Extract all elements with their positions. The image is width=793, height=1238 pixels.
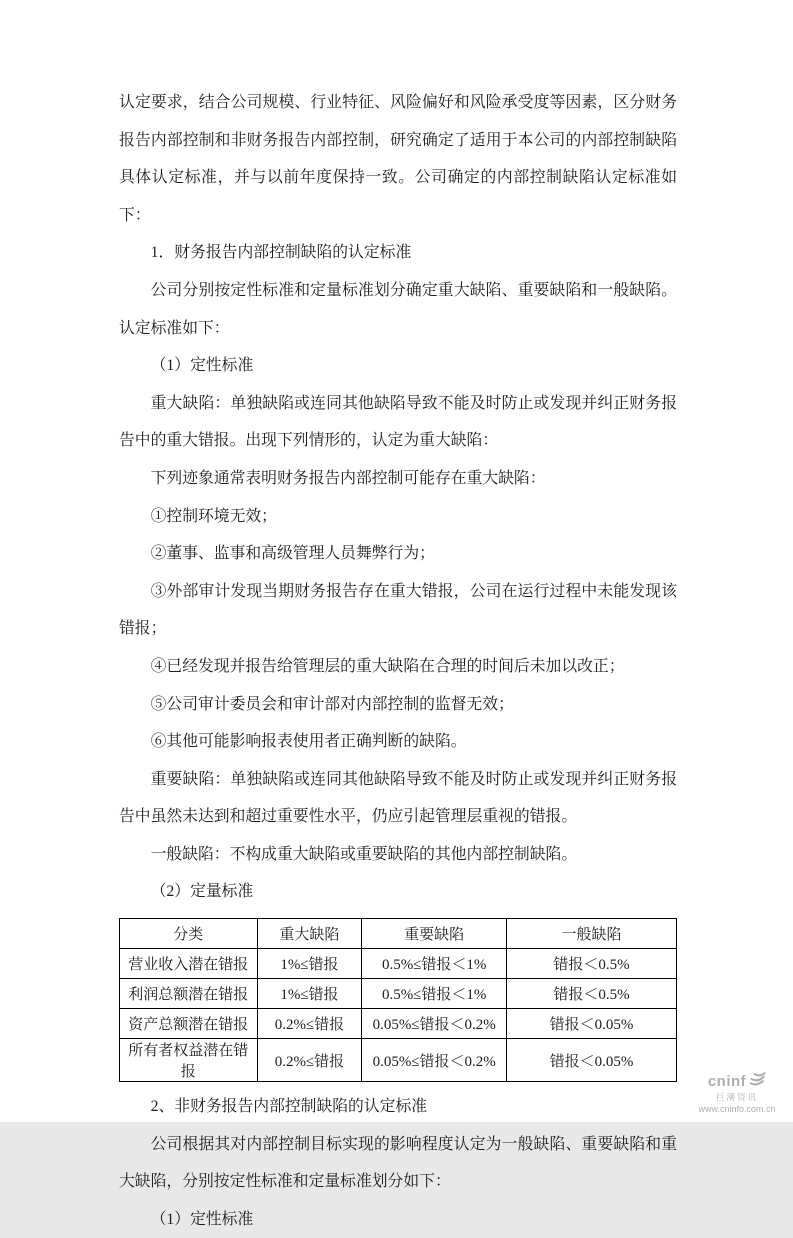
table-row xyxy=(120,1039,677,1082)
heading-qualitative-standard-2: （1）定性标准 xyxy=(150,1210,254,1228)
cell-equity-general: 错报＜0.05% xyxy=(507,1039,677,1082)
list-item-2: ②董事、监事和高级管理人员舞弊行为； xyxy=(150,545,435,563)
heading-quantitative-standard: （2）定量标准 xyxy=(150,883,254,901)
para-major-defect-signs-intro: 下列迹象通常表明财务报告内部控制可能存在重大缺陷： xyxy=(150,469,546,487)
cninfo-brand-line xyxy=(689,1071,785,1092)
quantitative-standards-table xyxy=(119,918,677,1082)
list-item-5: ⑤公司审计委员会和审计部对内部控制的监督无效； xyxy=(150,695,514,713)
cell-profit-general: 错报＜0.5% xyxy=(507,979,677,1009)
cell-revenue-general: 错报＜0.5% xyxy=(507,949,677,979)
para-continuation: 认定要求，结合公司规模、行业特征、风险偏好和风险承受度等因素，区分财务报告内部控制和非财务报告内部控制，研究确定了适用于本公司的内部控制缺陷具体认定标准，并与以前年度保持一致。公司确定的内部控制缺陷认定标准如下： xyxy=(119,94,677,224)
heading-qualitative-standard-1: （1）定性标准 xyxy=(150,357,254,375)
cninfo-brand-text: cninf xyxy=(707,1072,747,1090)
cell-assets-label: 资产总额潜在错报 xyxy=(120,1009,258,1039)
table-row xyxy=(120,949,677,979)
table-row xyxy=(120,1009,677,1039)
cell-assets-important: 0.05%≤错报＜0.2% xyxy=(362,1009,507,1039)
table-row xyxy=(120,979,677,1009)
cell-revenue-important: 0.5%≤错报＜1% xyxy=(362,949,507,979)
cell-profit-label: 利润总额潜在错报 xyxy=(120,979,258,1009)
cninfo-chinese-name: 巨潮资讯 xyxy=(715,1091,758,1102)
list-item-4: ④已经发现并报告给管理层的重大缺陷在合理的时间后未加以改正； xyxy=(150,657,625,675)
cell-profit-important: 0.5%≤错报＜1% xyxy=(362,979,507,1009)
cninfo-url: www.cninfo.com.cn xyxy=(698,1103,776,1114)
cell-equity-important: 0.05%≤错报＜0.2% xyxy=(362,1039,507,1082)
cninfo-swirl-icon xyxy=(748,1071,766,1092)
col-header-category: 分类 xyxy=(120,919,258,949)
para-non-financial-classification: 公司根据其对内部控制目标实现的影响程度认定为一般缺陷、重要缺陷和重大缺陷，分别按定性标准和定量标准划分如下： xyxy=(119,1135,677,1191)
cell-revenue-label: 营业收入潜在错报 xyxy=(120,949,258,979)
cell-profit-major: 1%≤错报 xyxy=(257,979,362,1009)
col-header-important-defect: 重要缺陷 xyxy=(362,919,507,949)
document-body xyxy=(119,84,677,1238)
cell-assets-major: 0.2%≤错报 xyxy=(257,1009,362,1039)
cell-assets-general: 错报＜0.05% xyxy=(507,1009,677,1039)
col-header-major-defect: 重大缺陷 xyxy=(257,919,362,949)
cninfo-watermark xyxy=(689,1071,785,1115)
col-header-general-defect: 一般缺陷 xyxy=(507,919,677,949)
para-defect-classification: 公司分别按定性标准和定量标准划分确定重大缺陷、重要缺陷和一般缺陷。认定标准如下： xyxy=(119,281,677,337)
para-important-defect-definition: 重要缺陷：单独缺陷或连同其他缺陷导致不能及时防止或发现并纠正财务报告中虽然未达到和超过重要性水平，仍应引起管理层重视的错报。 xyxy=(119,770,677,826)
para-major-defect-definition: 重大缺陷：单独缺陷或连同其他缺陷导致不能及时防止或发现并纠正财务报告中的重大错报。出现下列情形的，认定为重大缺陷： xyxy=(119,394,677,450)
cell-revenue-major: 1%≤错报 xyxy=(257,949,362,979)
list-item-1: ①控制环境无效； xyxy=(150,507,277,525)
list-item-6: ⑥其他可能影响报表使用者正确判断的缺陷。 xyxy=(150,733,467,751)
para-general-defect-definition: 一般缺陷：不构成重大缺陷或重要缺陷的其他内部控制缺陷。 xyxy=(150,845,578,863)
cell-equity-major: 0.2%≤错报 xyxy=(257,1039,362,1082)
table-header-row xyxy=(120,919,677,949)
cell-equity-label: 所有者权益潜在错报 xyxy=(120,1039,258,1082)
heading-non-financial-report-defects: 2、非财务报告内部控制缺陷的认定标准 xyxy=(150,1098,428,1116)
heading-financial-report-defects: 1．财务报告内部控制缺陷的认定标准 xyxy=(150,244,412,262)
list-item-3: ③外部审计发现当期财务报告存在重大错报，公司在运行过程中未能发现该错报； xyxy=(119,582,677,638)
